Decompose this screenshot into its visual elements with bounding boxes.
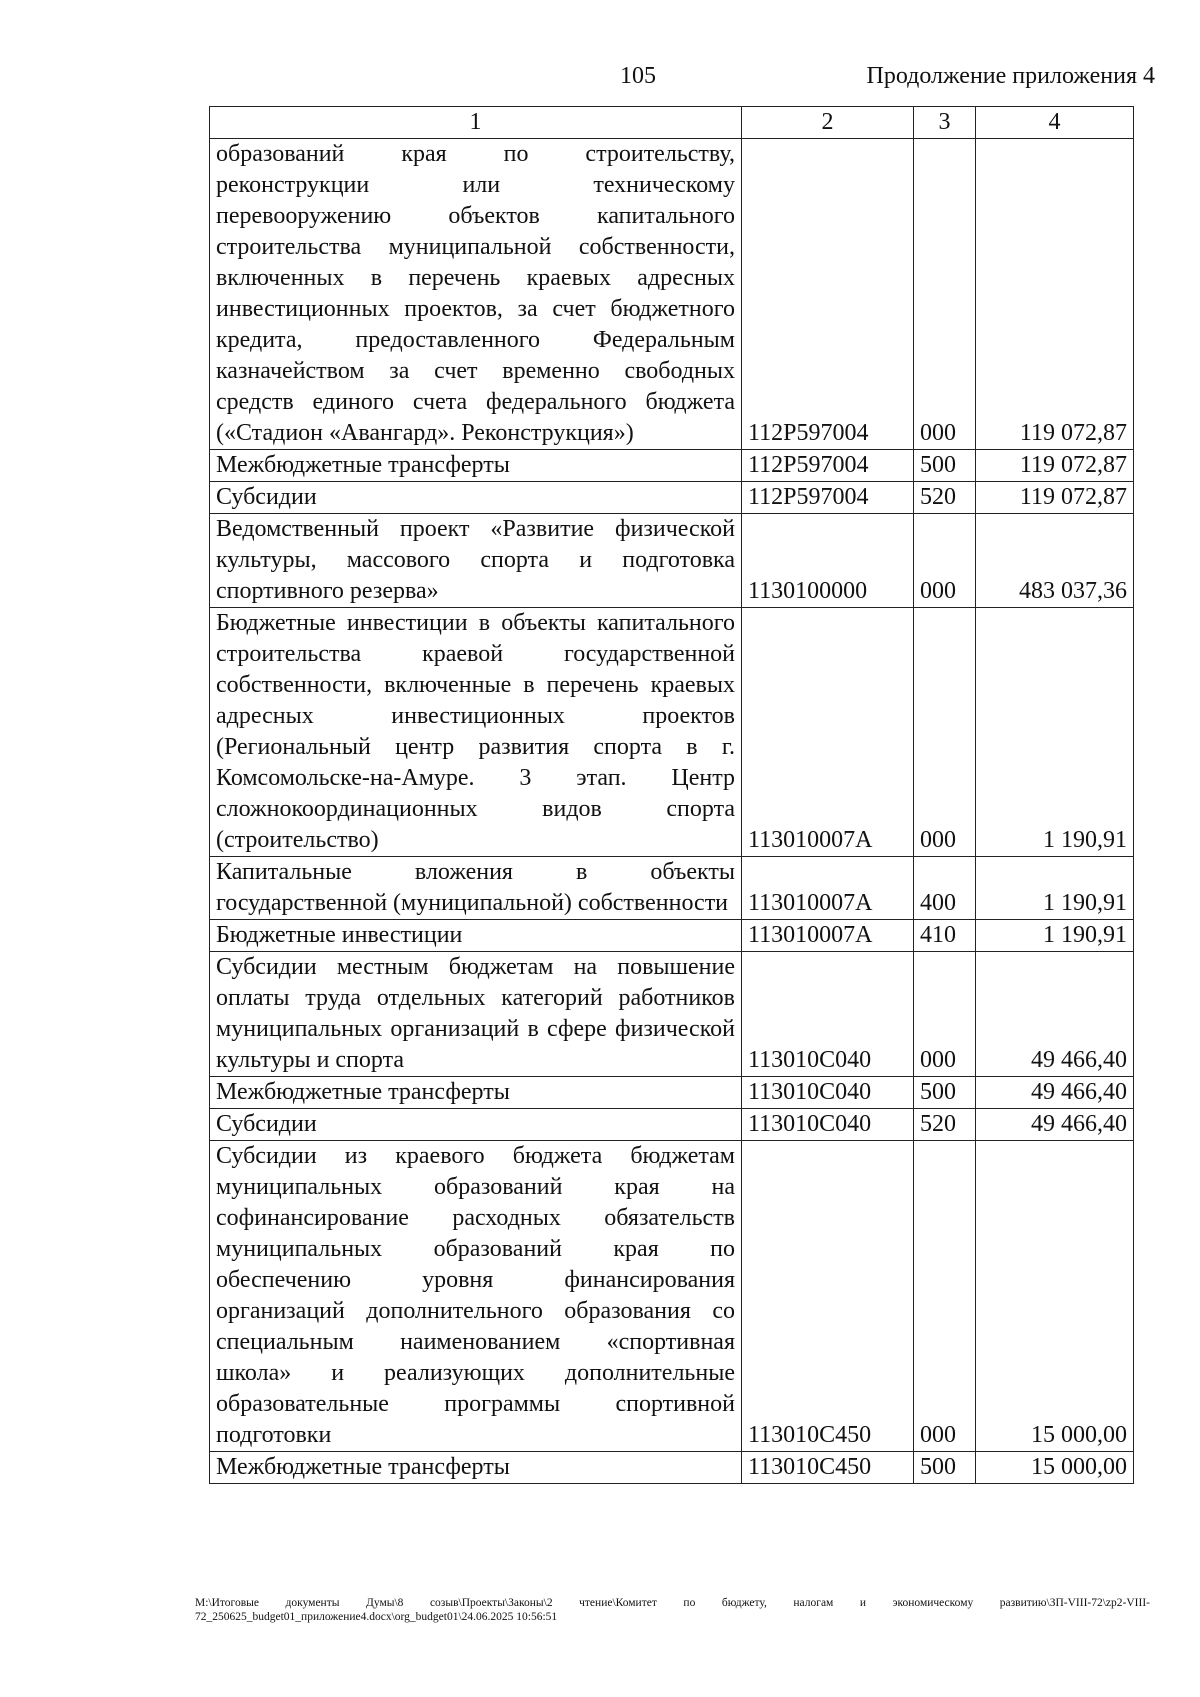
row-code: 113010007А (742, 608, 914, 857)
row-amount: 49 466,40 (976, 1077, 1134, 1109)
header-row (210, 107, 1134, 139)
row-name: Межбюджетные трансферты (210, 450, 742, 482)
row-name: Бюджетные инвестиции (210, 920, 742, 952)
table-row (210, 1452, 1134, 1484)
table-row (210, 482, 1134, 514)
row-code: 113010С450 (742, 1452, 914, 1484)
row-code: 113010С040 (742, 1109, 914, 1141)
table-row (210, 1109, 1134, 1141)
row-type: 000 (914, 139, 976, 450)
page-number: 105 (620, 63, 656, 89)
row-name: Капитальные вложения в объекты государственной (муниципальной) собственности (210, 857, 742, 920)
row-amount: 49 466,40 (976, 952, 1134, 1077)
row-code: 113010С450 (742, 1141, 914, 1452)
column-header-4: 4 (976, 107, 1134, 139)
row-amount: 15 000,00 (976, 1452, 1134, 1484)
row-type: 400 (914, 857, 976, 920)
row-amount: 119 072,87 (976, 450, 1134, 482)
row-type: 500 (914, 1452, 976, 1484)
row-name: образований края по строительству, реконструкции или техническому перевооружению объектов капитального строительства муниципальной собственности, включенных в перечень краевых адресных инвестиционных проектов, за счет бюджетного кредита, предоставленного Федеральным казначейством за счет временно свободных средств единого счета федерального бюджета («Стадион «Авангард». Реконструкция») (210, 139, 742, 450)
row-code: 112Р597004 (742, 450, 914, 482)
appendix-title: Продолжение приложения 4 (866, 63, 1155, 89)
table-row (210, 952, 1134, 1077)
row-type: 000 (914, 514, 976, 608)
row-code: 112Р597004 (742, 482, 914, 514)
table-row (210, 139, 1134, 450)
table-row (210, 1141, 1134, 1452)
row-name: Субсидии (210, 1109, 742, 1141)
row-code: 113010С040 (742, 952, 914, 1077)
row-name: Субсидии (210, 482, 742, 514)
row-type: 520 (914, 482, 976, 514)
row-amount: 119 072,87 (976, 139, 1134, 450)
row-amount: 1 190,91 (976, 608, 1134, 857)
row-code: 1130100000 (742, 514, 914, 608)
row-name: Субсидии из краевого бюджета бюджетам муниципальных образований края на софинансирование расходных обязательств муниципальных образований края по обеспечению уровня финансирования организаций дополнительного образования со специальным наименованием «спортивная школа» и реализующих дополнительные образовательные программы спортивной подготовки (210, 1141, 742, 1452)
table-row (210, 608, 1134, 857)
row-name: Межбюджетные трансферты (210, 1077, 742, 1109)
row-amount: 49 466,40 (976, 1109, 1134, 1141)
row-name: Субсидии местным бюджетам на повышение оплаты труда отдельных категорий работников муниципальных организаций в сфере физической культуры и спорта (210, 952, 742, 1077)
row-name: Бюджетные инвестиции в объекты капитального строительства краевой государственной собственности, включенные в перечень краевых адресных инвестиционных проектов (Региональный центр развития спорта в г. Комсомольске-на-Амуре. 3 этап. Центр сложнокоординационных видов спорта (строительство) (210, 608, 742, 857)
row-type: 000 (914, 952, 976, 1077)
row-amount: 483 037,36 (976, 514, 1134, 608)
column-header-1: 1 (210, 107, 742, 139)
row-type: 500 (914, 1077, 976, 1109)
row-type: 410 (914, 920, 976, 952)
row-type: 520 (914, 1109, 976, 1141)
table-row (210, 450, 1134, 482)
row-type: 500 (914, 450, 976, 482)
row-amount: 119 072,87 (976, 482, 1134, 514)
table-row (210, 920, 1134, 952)
row-code: 112Р597004 (742, 139, 914, 450)
row-code: 113010007А (742, 920, 914, 952)
row-type: 000 (914, 1141, 976, 1452)
row-amount: 1 190,91 (976, 920, 1134, 952)
row-name: Межбюджетные трансферты (210, 1452, 742, 1484)
row-code: 113010С040 (742, 1077, 914, 1109)
row-type: 000 (914, 608, 976, 857)
row-name: Ведомственный проект «Развитие физической культуры, массового спорта и подготовка спортивного резерва» (210, 514, 742, 608)
table-row (210, 857, 1134, 920)
column-header-2: 2 (742, 107, 914, 139)
column-header-3: 3 (914, 107, 976, 139)
budget-table (209, 106, 1134, 1484)
file-path-footer: M:\Итоговые документы Думы\8 созыв\Проекты\Законы\2 чтение\Комитет по бюджету, налогам и экономическому развитию\ЗП-VIII-72\zp2-VIII-72_250625_budget01_приложение4.docx\org_budget01\24.06.2025 10:56:51 (195, 1597, 1150, 1623)
table-row (210, 1077, 1134, 1109)
table-row (210, 514, 1134, 608)
row-code: 113010007А (742, 857, 914, 920)
row-amount: 1 190,91 (976, 857, 1134, 920)
row-amount: 15 000,00 (976, 1141, 1134, 1452)
